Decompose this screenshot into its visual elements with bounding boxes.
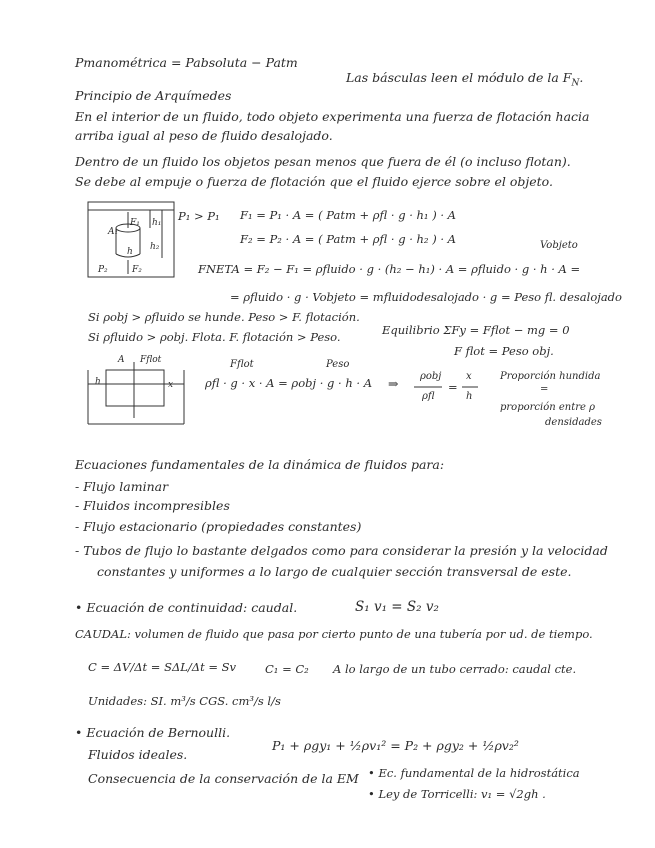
torricelli-consequence: • Ley de Torricelli: v₁ = √2gh .	[368, 787, 546, 801]
bullet-incompressible: - Fluidos incompresibles	[75, 498, 230, 513]
prop-densities-2: densidades	[545, 417, 602, 428]
bullet-laminar: - Flujo laminar	[75, 479, 169, 494]
implies-arrow: ⇒	[388, 376, 399, 391]
prop-densities-1: proporción entre ρ	[500, 402, 595, 413]
fig1-label-h: h	[127, 247, 133, 257]
fig1-label-a1: A₁	[108, 227, 119, 237]
fig1-label-h2: h₂	[150, 242, 160, 252]
ratio-equals: =	[448, 380, 458, 394]
caudal-eq: C = ΔV/Δt = SΔL/Δt = Sv	[88, 660, 237, 674]
fig2-label-h: h	[95, 377, 101, 387]
figure-floating-block	[88, 360, 188, 430]
para-line-2: arriba igual al peso de fluido desalojado.	[75, 128, 333, 143]
archimedes-title: Principio de Arquímedes	[75, 88, 232, 103]
sink-condition: Si ρobj > ρfluido se hunde. Peso > F. flotación.	[88, 310, 360, 324]
fneta-eq-cont: = ρfluido · g · Vobjeto = mfluidodesalojado · g = Peso fl. desalojado	[230, 290, 622, 304]
fflot-brace-label: Fflot	[230, 359, 254, 370]
fig2-label-fflot: Fflot	[140, 355, 162, 365]
fig1-label-h1: h₁	[152, 218, 162, 228]
bernoulli-eq: P₁ + ρgy₁ + ½ρv₁² = P₂ + ρgy₂ + ½ρv₂²	[272, 738, 519, 753]
float-condition: Si ρfluido > ρobj. Flota. F. flotación > Peso.	[88, 330, 341, 344]
continuity-title: • Ecuación de continuidad: caudal.	[75, 600, 298, 615]
fig1-label-f2: F₂	[132, 265, 142, 275]
scales-note-sub: N	[571, 78, 580, 89]
bullet-thin-tubes-cont: constantes y uniformes a lo largo de cualquier sección transversal de este.	[97, 564, 572, 579]
bullet-stationary: - Flujo estacionario (propiedades constantes)	[75, 519, 362, 534]
scales-note-text: Las básculas leen el módulo de la F	[346, 70, 572, 85]
scales-note	[346, 72, 583, 89]
ratio-equation: ρfl · g · x · A = ρobj · g · h · A	[205, 376, 373, 390]
equilibrium-result: F flot = Peso obj.	[454, 344, 554, 358]
energy-conservation: Consecuencia de la conservación de la EM	[88, 771, 359, 786]
fig2-label-x: x	[168, 380, 174, 390]
units-line: Unidades: SI. m³/s CGS. cm³/s l/s	[88, 694, 281, 708]
bullet-thin-tubes: - Tubos de flujo lo bastante delgados como para considerar la presión y la velocidad	[75, 543, 608, 558]
fluid-dynamics-title: Ecuaciones fundamentales de la dinámica de fluidos para:	[75, 457, 445, 472]
vobjeto-label: Vobjeto	[540, 240, 578, 251]
ratio-denominator-1: ρfl	[422, 391, 435, 402]
fig1-label-p2: P₂	[98, 265, 108, 275]
caudal-eq-2: C₁ = C₂	[265, 662, 309, 676]
fraction-bars	[414, 386, 484, 388]
prop-hundida: Proporción hundida	[500, 371, 601, 382]
caudal-definition: CAUDAL: volumen de fluido que pasa por cierto punto de una tubería por ud. de tiempo.	[75, 627, 593, 641]
force-f2-eq: F₂ = P₂ · A = ( Patm + ρfl · g · h₂ ) · A	[240, 232, 456, 246]
hydrostatic-consequence: • Ec. fundamental de la hidrostática	[368, 766, 580, 780]
fig2-label-a: A	[118, 355, 125, 365]
gauge-pressure-formula: Pmanométrica = Pabsoluta − Patm	[75, 55, 298, 70]
continuity-eq: S₁ v₁ = S₂ v₂	[355, 599, 439, 615]
para-line-4: Se debe al empuje o fuerza de flotación que el fluido ejerce sobre el objeto.	[75, 174, 553, 189]
ideal-fluids: Fluidos ideales.	[88, 747, 188, 762]
force-f1-eq: F₁ = P₁ · A = ( Patm + ρfl · g · h₁ ) · A	[240, 208, 456, 222]
ratio-numerator-1: ρobj	[420, 371, 442, 382]
peso-brace-label: Peso	[326, 359, 350, 370]
caudal-closed-tube: A lo largo de un tubo cerrado: caudal cte.	[333, 662, 577, 676]
bernoulli-title: • Ecuación de Bernoulli.	[75, 725, 231, 740]
scales-note-end: .	[579, 70, 584, 85]
para-line-1: En el interior de un fluido, todo objeto experimenta una fuerza de flotación hacia	[75, 109, 590, 124]
pressure-comparison: P₁ > P₁	[178, 209, 220, 223]
para-line-3: Dentro de un fluido los objetos pesan menos que fuera de él (o incluso flotan).	[75, 154, 571, 169]
ratio-numerator-2: x	[466, 371, 472, 382]
fneta-eq: FNETA = F₂ − F₁ = ρfluido · g · (h₂ − h₁) · A = ρfluido · g · h · A =	[198, 262, 581, 276]
equilibrium-eq: Equilibrio ΣFy = Fflot − mg = 0	[382, 323, 570, 337]
ratio-denominator-2: h	[466, 391, 473, 402]
prop-equals: =	[540, 384, 549, 395]
fig1-label-f1: F₁	[130, 218, 140, 228]
